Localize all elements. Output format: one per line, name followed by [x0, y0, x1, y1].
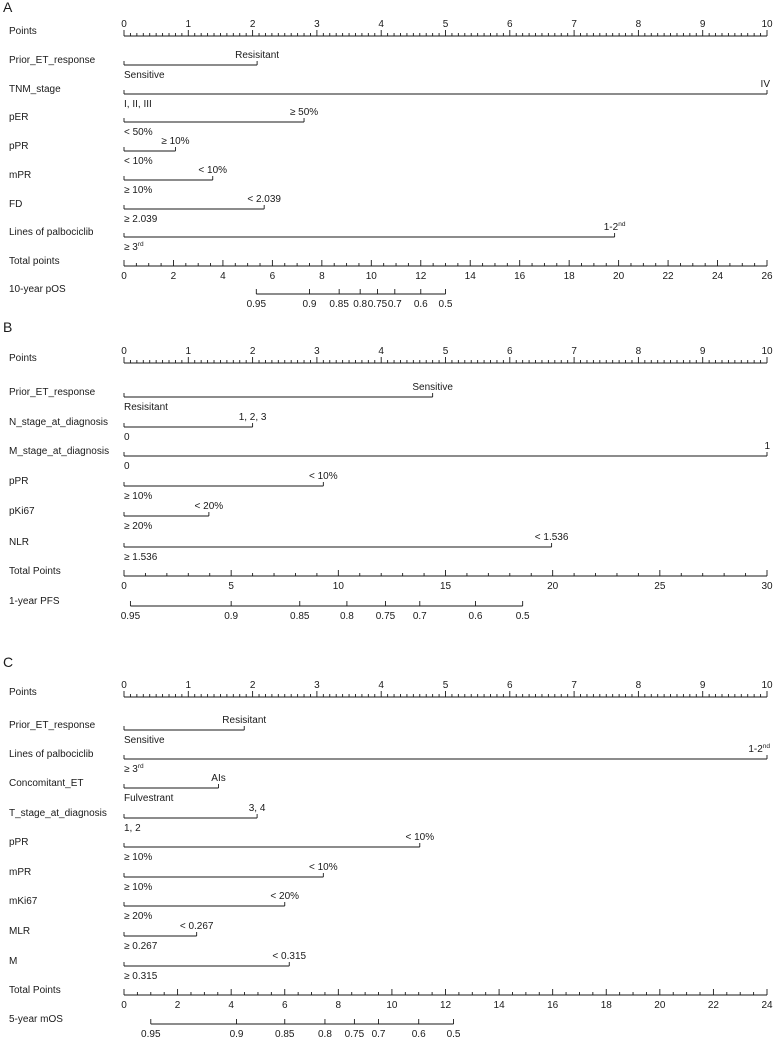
points-tick-label: 6 [507, 680, 513, 691]
variable-level-label: ≥ 3rd [124, 763, 144, 775]
total-tick-label: 12 [439, 1000, 452, 1011]
variable-label: M_stage_at_diagnosis [9, 446, 110, 457]
points-tick-label: 2 [249, 346, 256, 357]
variable-level-label: IV [760, 79, 770, 90]
total-tick-label: 2 [170, 271, 177, 282]
total-tick-label: 20 [547, 581, 559, 592]
variable-level-label: Resisitant [222, 715, 267, 726]
variable-row [9, 165, 227, 196]
total-tick-label: 4 [228, 1000, 234, 1011]
points-tick-label: 0 [121, 19, 127, 30]
variable-level-label: < 1.536 [534, 532, 569, 543]
probability-tick-label: 0.95 [141, 1029, 161, 1040]
probability-tick-label: 0.7 [387, 299, 402, 310]
total-tick-label: 0 [121, 271, 127, 282]
variable-row [9, 50, 279, 81]
total-tick-label: 26 [761, 271, 773, 282]
nomogram-panel-a [3, 0, 773, 310]
variable-level-label: Sensitive [412, 382, 453, 393]
nomogram-panel-c [3, 654, 773, 1040]
variable-label: MLR [9, 926, 31, 937]
probability-tick-label: 0.8 [353, 299, 368, 310]
probability-tick-label: 0.5 [438, 299, 453, 310]
variable-row [9, 136, 190, 167]
probability-tick-label: 0.85 [290, 611, 310, 622]
variable-row [9, 773, 226, 804]
total-tick-label: 20 [654, 1000, 666, 1011]
variable-label: pPR [9, 837, 29, 848]
probability-tick-label: 0.85 [329, 299, 349, 310]
total-tick-label: 14 [464, 271, 476, 282]
variable-label: Prior_ET_response [9, 720, 96, 731]
variable-level-label: ≥ 10% [124, 852, 153, 863]
probability-axis-label: 5-year mOS [9, 1014, 63, 1025]
variable-label: Concomitant_ET [9, 778, 84, 789]
total-tick-label: 4 [220, 271, 226, 282]
variable-level-label: Sensitive [124, 735, 165, 746]
variable-label: pPR [9, 476, 29, 487]
variable-row [9, 412, 267, 443]
points-tick-label: 3 [314, 19, 320, 30]
variable-label: pKi67 [9, 506, 35, 517]
probability-tick-label: 0.75 [344, 1029, 365, 1040]
variable-row [9, 501, 223, 532]
points-tick-label: 10 [761, 346, 773, 357]
variable-label: M [9, 956, 18, 967]
points-tick-label: 0 [121, 680, 127, 691]
variable-row [9, 79, 770, 110]
variable-level-label: Sensitive [124, 70, 165, 81]
variable-level-label: < 0.267 [179, 921, 214, 932]
variable-level-label: < 10% [124, 156, 153, 167]
points-tick-label: 6 [507, 346, 513, 357]
probability-tick-label: 0.75 [375, 611, 396, 622]
variable-level-label: ≥ 1.536 [124, 552, 158, 563]
total-tick-label: 0 [121, 581, 127, 592]
variable-level-label: ≥ 0.315 [124, 971, 158, 982]
probability-tick-label: 0.6 [411, 1029, 426, 1040]
variable-level-label: 0 [124, 432, 130, 443]
total-tick-label: 15 [439, 581, 452, 592]
variable-label: Lines of palbociclib [9, 749, 94, 760]
total-tick-label: 24 [711, 271, 724, 282]
variable-level-label: < 10% [309, 471, 338, 482]
total-tick-label: 14 [493, 1000, 505, 1011]
variable-level-label: ≥ 10% [124, 185, 153, 196]
points-tick-label: 4 [378, 19, 384, 30]
variable-row [9, 532, 569, 563]
total-tick-label: 10 [386, 1000, 398, 1011]
probability-tick-label: 0.8 [339, 611, 354, 622]
probability-tick-label: 0.75 [367, 299, 388, 310]
probability-tick-label: 0.8 [317, 1029, 332, 1040]
variable-label: FD [9, 199, 23, 210]
variable-level-label: 1-2nd [748, 743, 770, 755]
points-tick-label: 9 [699, 19, 706, 30]
variable-level-label: AIs [211, 773, 226, 784]
variable-level-label: 0 [124, 461, 130, 472]
points-tick-label: 1 [185, 680, 192, 691]
points-tick-label: 0 [121, 346, 127, 357]
variable-level-label: ≥ 10% [124, 882, 153, 893]
points-axis-label: Points [9, 687, 37, 698]
total-tick-label: 8 [335, 1000, 342, 1011]
variable-level-label: ≥ 3rd [124, 241, 144, 253]
panel-label: C [3, 654, 14, 670]
variable-label: mPR [9, 867, 32, 878]
points-tick-label: 8 [635, 19, 642, 30]
variable-level-label: 1 [764, 441, 770, 452]
points-tick-label: 10 [761, 680, 773, 691]
probability-tick-label: 0.6 [468, 611, 483, 622]
points-axis-label: Points [9, 26, 37, 37]
total-tick-label: 22 [662, 271, 674, 282]
variable-level-label: ≥ 10% [161, 136, 190, 147]
variable-label: N_stage_at_diagnosis [9, 417, 108, 428]
panel-label: B [3, 319, 13, 335]
variable-level-label: < 50% [124, 127, 153, 138]
total-tick-label: 10 [365, 271, 377, 282]
variable-level-label: ≥ 0.267 [124, 941, 158, 952]
variable-level-label: ≥ 20% [124, 521, 153, 532]
probability-tick-label: 0.9 [302, 299, 317, 310]
variable-level-label: I, II, III [124, 99, 152, 110]
variable-row [9, 441, 770, 472]
points-tick-label: 1 [185, 19, 192, 30]
total-tick-label: 16 [547, 1000, 559, 1011]
total-tick-label: 20 [613, 271, 625, 282]
points-tick-label: 9 [699, 680, 706, 691]
probability-tick-label: 0.95 [246, 299, 267, 310]
variable-label: mPR [9, 170, 32, 181]
points-tick-label: 10 [761, 19, 773, 30]
total-tick-label: 8 [319, 271, 325, 282]
variable-row [9, 921, 214, 952]
total-tick-label: 6 [269, 271, 276, 282]
variable-level-label: < 10% [198, 165, 228, 176]
points-tick-label: 2 [249, 680, 256, 691]
probability-tick-label: 0.85 [275, 1029, 295, 1040]
probability-axis-label: 10-year pOS [9, 284, 66, 295]
total-tick-label: 6 [281, 1000, 288, 1011]
variable-level-label: < 0.315 [272, 951, 307, 962]
variable-level-label: 1-2nd [603, 221, 626, 233]
variable-label: TNM_stage [9, 84, 61, 95]
variable-level-label: Resisitant [124, 402, 168, 413]
total-tick-label: 18 [600, 1000, 612, 1011]
variable-level-label: < 10% [309, 862, 338, 873]
total-tick-label: 10 [332, 581, 344, 592]
points-tick-label: 5 [442, 19, 449, 30]
points-tick-label: 7 [571, 680, 577, 691]
points-tick-label: 5 [442, 680, 449, 691]
points-tick-label: 7 [571, 346, 577, 357]
nomogram-panel-b [3, 319, 773, 622]
total-tick-label: 2 [174, 1000, 181, 1011]
variable-level-label: Fulvestrant [124, 793, 174, 804]
variable-level-label: Resisitant [235, 50, 280, 61]
total-tick-label: 0 [121, 1000, 127, 1011]
panel-label: A [3, 0, 13, 15]
variable-level-label: < 10% [405, 832, 435, 843]
variable-label: pPR [9, 141, 29, 152]
probability-tick-label: 0.9 [229, 1029, 244, 1040]
total-tick-label: 30 [761, 581, 773, 592]
total-axis-label: Total Points [9, 566, 61, 577]
total-tick-label: 25 [654, 581, 666, 592]
probability-axis-label: 1-year PFS [9, 596, 60, 607]
probability-tick-label: 0.5 [515, 611, 530, 622]
variable-row [9, 382, 453, 413]
variable-label: T_stage_at_diagnosis [9, 808, 107, 819]
probability-tick-label: 0.95 [120, 611, 141, 622]
variable-row [9, 803, 266, 834]
total-axis-label: Total points [9, 256, 60, 267]
points-tick-label: 8 [635, 680, 642, 691]
total-tick-label: 24 [761, 1000, 773, 1011]
points-tick-label: 2 [249, 19, 256, 30]
points-tick-label: 3 [314, 680, 320, 691]
variable-label: NLR [9, 537, 30, 548]
total-tick-label: 5 [228, 581, 234, 592]
points-tick-label: 4 [378, 680, 384, 691]
total-tick-label: 22 [707, 1000, 719, 1011]
variable-level-label: ≥ 20% [124, 911, 153, 922]
probability-tick-label: 0.9 [224, 611, 239, 622]
variable-level-label: < 20% [194, 501, 224, 512]
total-axis-label: Total Points [9, 985, 61, 996]
points-axis-label: Points [9, 353, 37, 364]
variable-label: Prior_ET_response [9, 55, 96, 66]
probability-tick-label: 0.7 [412, 611, 427, 622]
variable-label: Lines of palbociclib [9, 227, 94, 238]
variable-row [9, 715, 266, 746]
variable-level-label: ≥ 50% [289, 107, 319, 118]
points-tick-label: 8 [635, 346, 642, 357]
variable-row [9, 107, 318, 138]
variable-row [9, 891, 299, 922]
variable-level-label: < 2.039 [247, 194, 282, 205]
points-tick-label: 4 [378, 346, 384, 357]
probability-tick-label: 0.6 [413, 299, 428, 310]
points-tick-label: 9 [699, 346, 706, 357]
variable-level-label: ≥ 10% [124, 491, 153, 502]
variable-label: Prior_ET_response [9, 387, 96, 398]
variable-label: pER [9, 112, 29, 123]
variable-row [9, 862, 338, 893]
probability-tick-label: 0.5 [446, 1029, 461, 1040]
points-tick-label: 3 [314, 346, 320, 357]
variable-level-label: 1, 2 [124, 823, 141, 834]
variable-row [9, 194, 281, 225]
total-tick-label: 16 [514, 271, 526, 282]
variable-row [9, 832, 434, 863]
variable-row [9, 221, 626, 253]
variable-row [9, 743, 770, 775]
total-tick-label: 12 [415, 271, 427, 282]
points-tick-label: 5 [442, 346, 449, 357]
variable-level-label: ≥ 2.039 [124, 214, 158, 225]
variable-level-label: < 20% [270, 891, 300, 902]
variable-row [9, 951, 307, 982]
points-tick-label: 7 [571, 19, 577, 30]
points-tick-label: 1 [185, 346, 192, 357]
variable-level-label: 3, 4 [248, 803, 266, 814]
probability-tick-label: 0.7 [371, 1029, 386, 1040]
variable-label: mKi67 [9, 896, 38, 907]
total-tick-label: 18 [563, 271, 575, 282]
variable-level-label: 1, 2, 3 [238, 412, 267, 423]
points-tick-label: 6 [507, 19, 513, 30]
variable-row [9, 471, 338, 502]
